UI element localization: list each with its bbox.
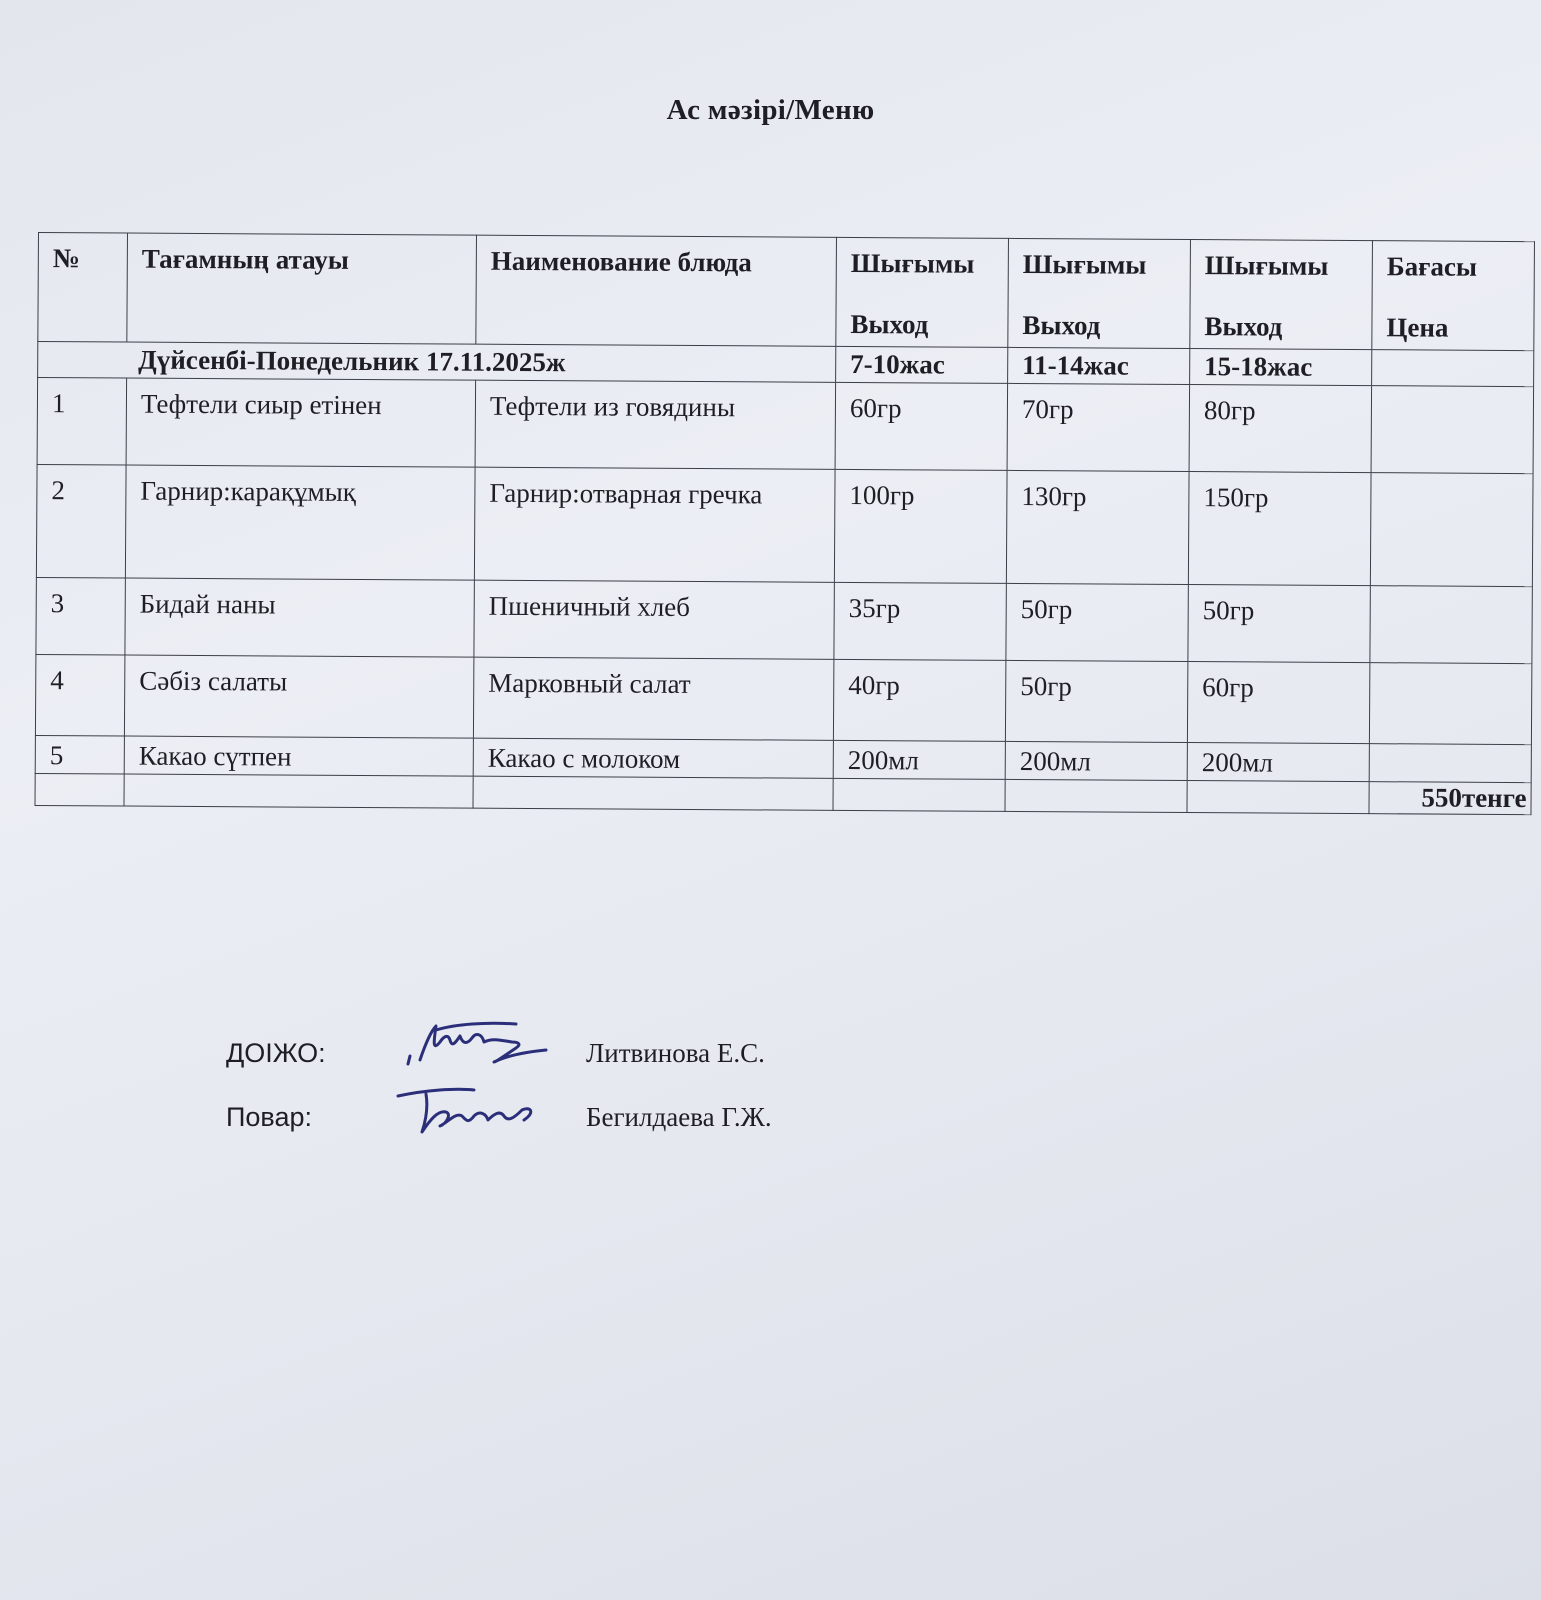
header-output-2 bbox=[1008, 238, 1191, 348]
row-number: 1 bbox=[37, 378, 127, 466]
handwritten-signature-director bbox=[396, 1012, 576, 1082]
table-header-row bbox=[38, 233, 1535, 351]
table-row bbox=[37, 378, 1534, 474]
price-cell bbox=[1370, 586, 1532, 664]
portion-7-10: 60гр bbox=[835, 382, 1008, 470]
price-cell bbox=[1370, 473, 1533, 587]
portion-7-10: 40гр bbox=[833, 659, 1005, 741]
day-price-cell bbox=[1372, 350, 1534, 387]
header-output-1 bbox=[836, 237, 1009, 347]
header-output-kz: Шығымы bbox=[1204, 250, 1329, 281]
portion-15-18: 200мл bbox=[1187, 743, 1369, 782]
row-number: 2 bbox=[36, 464, 126, 578]
empty-cell bbox=[35, 773, 124, 806]
handwritten-signature-cook bbox=[396, 1076, 576, 1146]
portion-15-18: 50гр bbox=[1188, 585, 1370, 663]
dish-name-ru: Гарнир:отварная гречка bbox=[474, 467, 835, 582]
table-row bbox=[36, 464, 1533, 586]
age-group-3: 15-18жас bbox=[1190, 349, 1372, 386]
header-output-ru: Выход bbox=[1022, 310, 1101, 341]
header-output-ru: Выход bbox=[850, 308, 929, 340]
portion-11-14: 200мл bbox=[1005, 741, 1187, 780]
menu-table bbox=[34, 232, 1534, 815]
dish-name-ru: Тефтели из говядины bbox=[475, 380, 836, 469]
signature-line-director bbox=[226, 1038, 926, 1078]
empty-cell bbox=[124, 774, 473, 808]
header-number: № bbox=[38, 233, 128, 343]
portion-11-14: 50гр bbox=[1005, 660, 1187, 742]
header-price-ru: Цена bbox=[1386, 312, 1449, 343]
row-number: 3 bbox=[36, 577, 125, 655]
dish-name-ru: Какао с молоком bbox=[473, 738, 833, 778]
document-title: Ас мәзірі/Меню bbox=[666, 94, 875, 126]
table-row bbox=[35, 654, 1531, 744]
header-dish-name-kz: Тағамның атауы bbox=[127, 233, 477, 344]
price-cell bbox=[1369, 744, 1531, 783]
signature-line-cook bbox=[226, 1102, 926, 1142]
empty-cell bbox=[1187, 781, 1369, 814]
empty-cell bbox=[1005, 779, 1187, 812]
portion-7-10: 35гр bbox=[834, 582, 1006, 660]
signature-role: Повар: bbox=[226, 1102, 312, 1132]
row-number: 5 bbox=[35, 735, 124, 774]
portion-11-14: 50гр bbox=[1006, 583, 1188, 661]
row-number: 4 bbox=[35, 654, 124, 736]
header-output-kz: Шығымы bbox=[850, 247, 975, 279]
age-group-2: 11-14жас bbox=[1008, 347, 1190, 384]
portion-11-14: 130гр bbox=[1006, 470, 1189, 584]
empty-cell bbox=[473, 776, 833, 810]
header-dish-name-ru: Наименование блюда bbox=[476, 235, 837, 346]
dish-name-kz: Бидай наны bbox=[125, 578, 474, 657]
price-cell bbox=[1371, 386, 1534, 474]
dish-name-ru: Марковный салат bbox=[473, 657, 833, 740]
portion-15-18: 60гр bbox=[1187, 662, 1369, 744]
dish-name-kz: Тефтели сиыр етінен bbox=[126, 378, 476, 467]
dish-name-kz: Сәбіз салаты bbox=[124, 655, 473, 738]
portion-15-18: 80гр bbox=[1189, 385, 1372, 473]
portion-7-10: 100гр bbox=[834, 469, 1007, 583]
empty-cell bbox=[833, 778, 1005, 811]
dish-name-kz: Гарнир:карақұмық bbox=[125, 465, 475, 580]
total-price: 550тенге bbox=[1369, 782, 1531, 815]
dish-name-kz: Какао сүтпен bbox=[124, 736, 473, 776]
age-group-1: 7-10жас bbox=[836, 346, 1008, 383]
price-cell bbox=[1369, 663, 1531, 745]
header-output-3 bbox=[1190, 240, 1373, 350]
header-price-kz: Бағасы bbox=[1386, 251, 1478, 282]
signature-name: Бегилдаева Г.Ж. bbox=[586, 1102, 772, 1132]
signature-name: Литвинова Е.С. bbox=[586, 1038, 765, 1068]
day-label: Дүйсенбі-Понедельник 17.11.2025ж bbox=[38, 342, 836, 383]
table-row bbox=[36, 577, 1532, 663]
signature-role: ДОІЖО: bbox=[226, 1038, 326, 1068]
header-output-ru: Выход bbox=[1204, 311, 1283, 342]
portion-11-14: 70гр bbox=[1007, 383, 1190, 471]
dish-name-ru: Пшеничный хлеб bbox=[474, 580, 834, 659]
portion-15-18: 150гр bbox=[1188, 472, 1371, 586]
portion-7-10: 200мл bbox=[833, 740, 1005, 779]
header-output-kz: Шығымы bbox=[1022, 249, 1147, 280]
header-price bbox=[1372, 241, 1535, 351]
